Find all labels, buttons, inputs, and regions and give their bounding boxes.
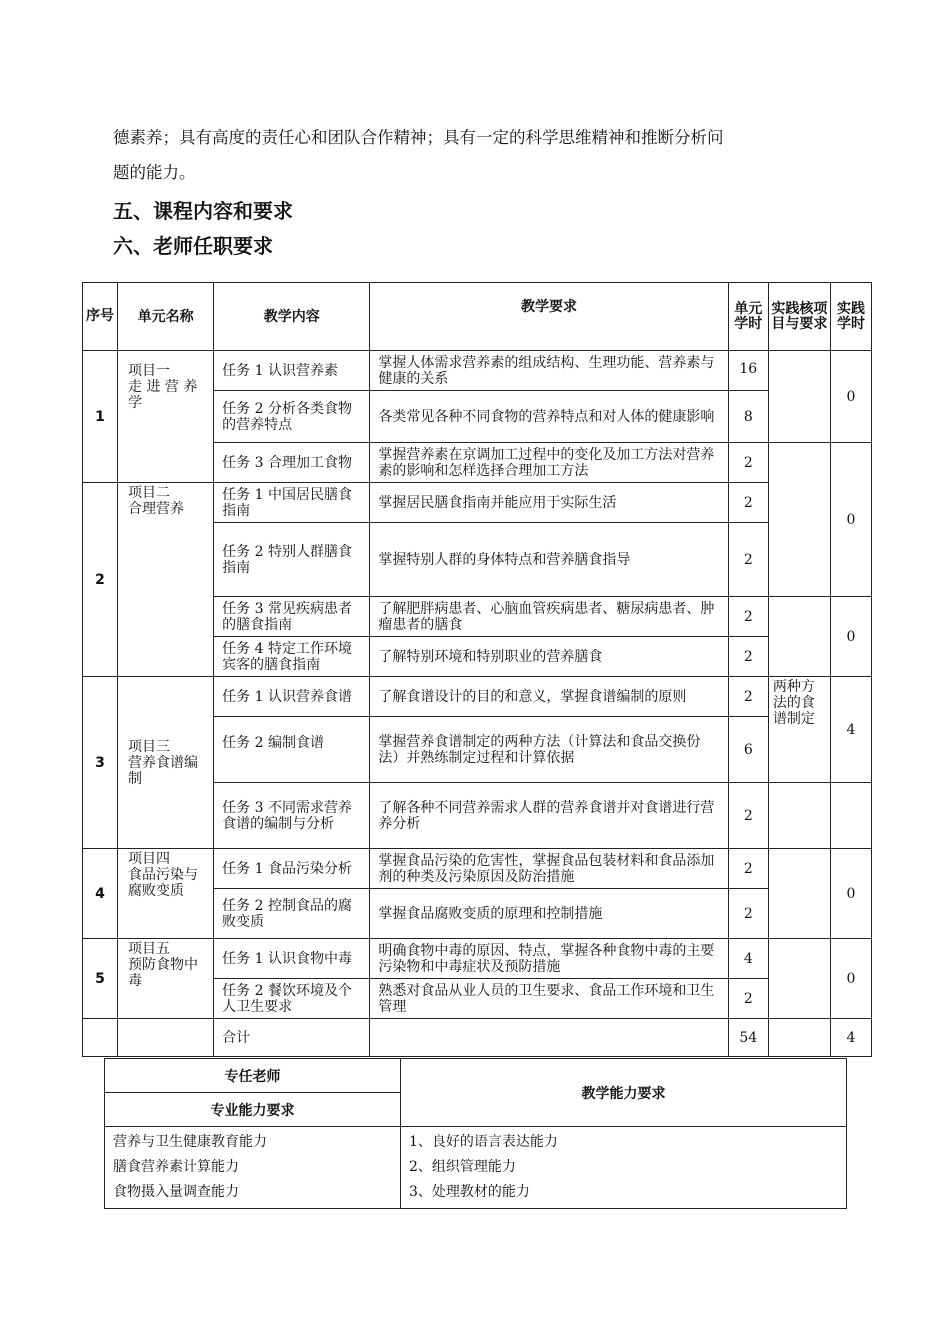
header-full-time-teacher: 专任老师 (105, 1059, 401, 1093)
list-item: 膳食营养素计算能力 (113, 1159, 239, 1175)
total-label: 合计 (214, 1019, 370, 1057)
task-cell: 任务 3 常见疾病患者的膳食指南 (214, 597, 370, 637)
requirement-cell: 了解肥胖病患者、心脑血管疾病患者、糖尿病患者、肿瘤患者的膳食 (370, 597, 728, 637)
practice-item-cell (768, 597, 830, 677)
hours-cell: 2 (728, 443, 768, 483)
task-cell: 任务 3 不同需求营养食谱的编制与分析 (214, 783, 370, 849)
practice-item-cell (768, 351, 830, 443)
practice-item-cell: 两种方法的食谱制定 (768, 677, 830, 783)
unit-name: 项目一 走 进 营 养 学 (118, 351, 214, 483)
requirement-cell: 掌握食品腐败变质的原理和控制措施 (370, 889, 728, 939)
task-cell: 任务 2 控制食品的腐败变质 (214, 889, 370, 939)
list-item: 营养与卫生健康教育能力 (113, 1134, 267, 1150)
practice-item-cell (768, 783, 830, 849)
requirement-cell: 各类常见各种不同食物的营养特点和对人体的健康影响 (370, 391, 728, 443)
practice-hours-cell: 4 (830, 677, 871, 783)
task-cell: 任务 3 合理加工食物 (214, 443, 370, 483)
course-table (82, 282, 872, 1057)
requirement-cell: 掌握居民膳食指南并能应用于实际生活 (370, 483, 728, 523)
col-header-unit-hours: 单元学时 (728, 283, 768, 351)
col-header-unit: 单元名称 (118, 283, 214, 351)
list-item: 食物摄入量调查能力 (113, 1184, 239, 1200)
hours-cell: 4 (728, 939, 768, 979)
unit-name: 项目三 营养食谱编制 (118, 677, 214, 849)
intro-line-1: 德素养；具有高度的责任心和团队合作精神；具有一定的科学思维精神和推断分析问 (113, 128, 724, 147)
hours-cell: 2 (728, 483, 768, 523)
unit-index: 5 (83, 939, 118, 1019)
task-cell: 任务 1 认识营养食谱 (214, 677, 370, 717)
professional-ability-list (105, 1127, 401, 1209)
teacher-requirements-table (104, 1058, 847, 1209)
list-item: 1、良好的语言表达能力 (409, 1134, 558, 1150)
requirement-cell: 掌握食品污染的危害性，掌握食品包装材料和食品添加剂的种类及污染原因及防治措施 (370, 849, 728, 889)
hours-cell: 2 (728, 889, 768, 939)
hours-cell: 2 (728, 523, 768, 597)
header-teaching-ability: 教学能力要求 (401, 1059, 847, 1127)
col-header-content: 教学内容 (214, 283, 370, 351)
unit-index: 2 (83, 483, 118, 677)
table-row (83, 677, 872, 717)
task-cell: 任务 1 食品污染分析 (214, 849, 370, 889)
hours-cell: 2 (728, 677, 768, 717)
header-professional-ability: 专业能力要求 (105, 1093, 401, 1127)
requirement-cell: 掌握特别人群的身体特点和营养膳食指导 (370, 523, 728, 597)
unit-name: 项目四 食品污染与腐败变质 (118, 849, 214, 939)
table-row (83, 483, 872, 523)
table-header-row (83, 283, 872, 351)
unit-index: 4 (83, 849, 118, 939)
table-row (83, 351, 872, 391)
col-header-index: 序号 (83, 283, 118, 351)
hours-cell: 2 (728, 979, 768, 1019)
requirement-cell: 明确食物中毒的原因、特点，掌握各种食物中毒的主要污染物和中毒症状及预防措施 (370, 939, 728, 979)
unit-index: 3 (83, 677, 118, 849)
unit-name: 项目二 合理营养 (118, 483, 214, 677)
task-cell: 任务 2 分析各类食物的营养特点 (214, 391, 370, 443)
col-header-practice-item: 实践核项目与要求 (768, 283, 830, 351)
task-cell: 任务 1 认识食物中毒 (214, 939, 370, 979)
teaching-ability-list (401, 1127, 847, 1209)
total-row (83, 1019, 872, 1057)
total-hours: 54 (728, 1019, 768, 1057)
hours-cell: 16 (728, 351, 768, 391)
unit-index: 1 (83, 351, 118, 483)
col-header-practice-hours: 实践学时 (830, 283, 871, 351)
requirement-cell: 掌握营养素在京调加工过程中的变化及加工方法对营养素的影响和怎样选择合理加工方法 (370, 443, 728, 483)
unit-name: 项目五 预防食物中毒 (118, 939, 214, 1019)
task-cell: 任务 1 中国居民膳食指南 (214, 483, 370, 523)
table-row (83, 849, 872, 889)
table-row (83, 939, 872, 979)
task-cell: 任务 2 餐饮环境及个人卫生要求 (214, 979, 370, 1019)
list-item: 3、处理教材的能力 (409, 1184, 530, 1200)
task-cell: 任务 2 特别人群膳食指南 (214, 523, 370, 597)
col-header-requirements: 教学要求 (370, 283, 728, 351)
hours-cell: 2 (728, 597, 768, 637)
heading-course-content: 五、课程内容和要求 (113, 199, 293, 223)
total-practice-hours: 4 (830, 1019, 871, 1057)
task-cell: 任务 4 特定工作环境宾客的膳食指南 (214, 637, 370, 677)
practice-hours-cell (830, 783, 871, 849)
practice-hours-cell: 0 (830, 443, 871, 597)
intro-line-2: 题的能力。 (113, 163, 196, 182)
requirement-cell: 了解特别环境和特别职业的营养膳食 (370, 637, 728, 677)
requirement-cell: 了解各种不同营养需求人群的营养食谱并对食谱进行营养分析 (370, 783, 728, 849)
practice-hours-cell: 0 (830, 939, 871, 1019)
task-cell: 任务 2 编制食谱 (214, 717, 370, 783)
requirement-cell: 掌握人体需求营养素的组成结构、生理功能、营养素与健康的关系 (370, 351, 728, 391)
hours-cell: 2 (728, 849, 768, 889)
practice-hours-cell: 0 (830, 597, 871, 677)
requirement-cell: 熟悉对食品从业人员的卫生要求、食品工作环境和卫生管理 (370, 979, 728, 1019)
hours-cell: 2 (728, 783, 768, 849)
list-item: 2、组织管理能力 (409, 1159, 516, 1175)
task-cell: 任务 1 认识营养素 (214, 351, 370, 391)
requirement-cell: 了解食谱设计的目的和意义，掌握食谱编制的原则 (370, 677, 728, 717)
hours-cell: 8 (728, 391, 768, 443)
practice-item-cell (768, 939, 830, 1019)
practice-item-cell (768, 849, 830, 939)
practice-hours-cell: 0 (830, 849, 871, 939)
requirement-cell: 掌握营养食谱制定的两种方法（计算法和食品交换份法）并熟练制定过程和计算依据 (370, 717, 728, 783)
heading-teacher-requirements: 六、老师任职要求 (113, 234, 273, 258)
hours-cell: 6 (728, 717, 768, 783)
practice-hours-cell: 0 (830, 351, 871, 443)
practice-item-cell (768, 443, 830, 597)
hours-cell: 2 (728, 637, 768, 677)
